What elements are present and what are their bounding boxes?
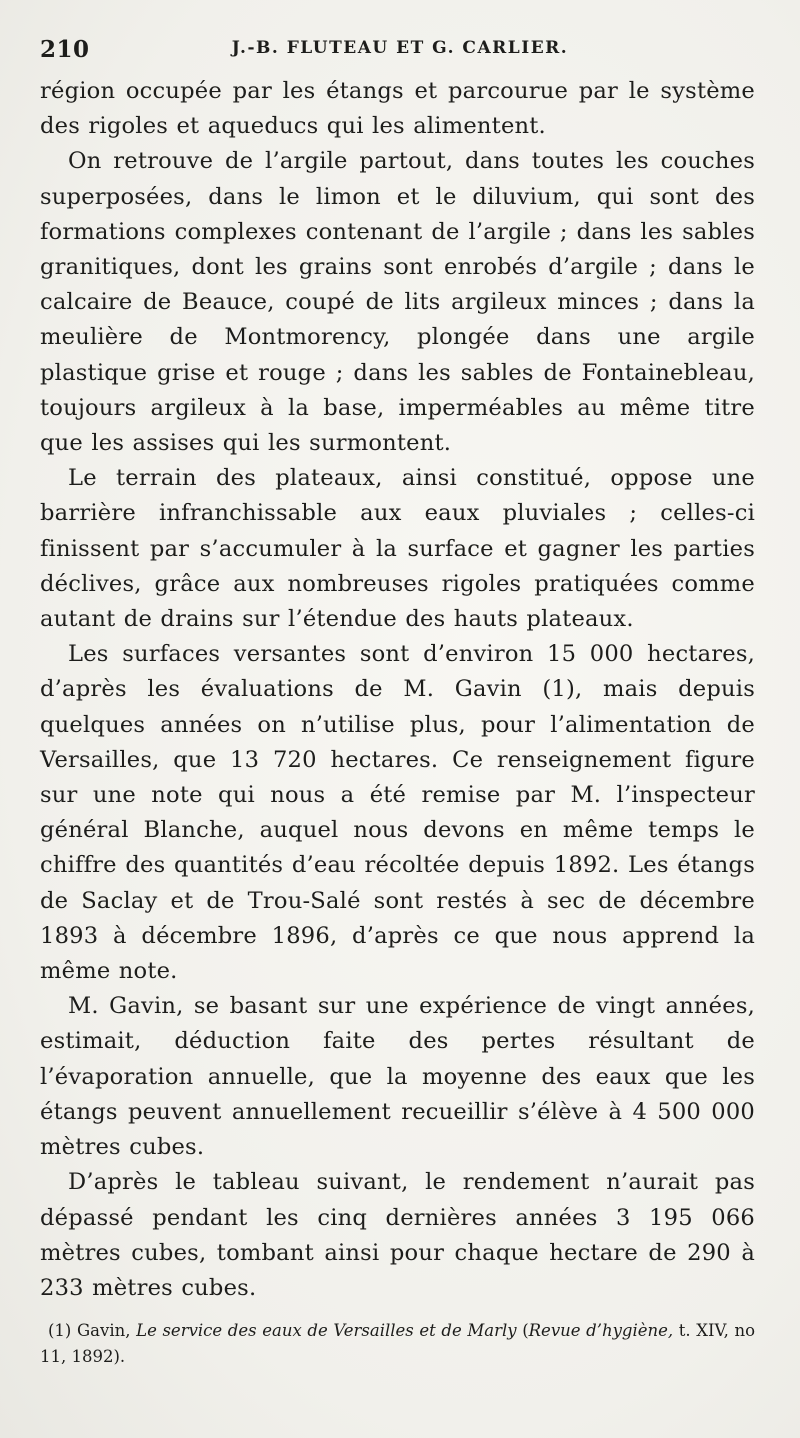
footnote [40,1318,755,1370]
footnote-text [40,1318,755,1370]
paragraph-terrain-plateaux: Le terrain des plateaux, ainsi constitué, oppose une barrière infranchissable aux eaux pluviales ; celles-ci finissent par s’accumuler à la surface et gagner les parties déclives, grâce aux nombreuses rigoles pratiquées comme autant de drains sur l’étendue des hauts plateaux. [40,465,755,633]
paragraph-argile: On retrouve de l’argile partout, dans toutes les couches superposées, dans le limon et le diluvium, qui sont des formations complexes contenant de l’argile ; dans les sables granitiques, dont les grains sont enrobés d’argile ; dans le calcaire de Beauce, coupé de lits argileux minces ; dans la meulière de Montmorency, plongée dans une argile plastique grise et rouge ; dans les sables de Fontainebleau, toujours argileux à la base, imperméables au même titre que les assises qui les surmontent. [40,148,755,457]
running-head: J.-B. FLUTEAU ET G. CARLIER. [231,38,569,58]
paragraph-surfaces-versantes: Les surfaces versantes sont d’environ 15 000 hectares, d’après les évaluations de M. Gavin (1), mais depuis quelques années on n’utilise plus, pour l’alimentation de Versailles, que 13 720 hectares. Ce renseignement figure sur une note qui nous a été remise par M. l’inspecteur général Blanche, auquel nous devons en même temps le chiffre des quantités d’eau récoltée depuis 1892. Les étangs de Saclay et de Trou-Salé sont restés à sec de décembre 1893 à décembre 1896, d’après ce que nous apprend la même note. [40,641,755,985]
footnote-details: t. XIV, no 11, 1892). [40,1321,755,1366]
footnote-author: Gavin, [77,1321,131,1340]
paragraph-gavin-estimate: M. Gavin, se basant sur une expérience de vingt années, estimait, déduction faite des pertes résultant de l’évaporation annuelle, que la moyenne des eaux que les étangs peuvent annuellement recueillir s’élève à 4 500 000 mètres cubes. [40,993,755,1161]
paragraph-continuation: région occupée par les étangs et parcourue par le système des rigoles et aqueducs qui les alimentent. [40,78,755,140]
footnote-marker: (1) [48,1321,72,1340]
paragraph-rendement: D’après le tableau suivant, le rendement n’aurait pas dépassé pendant les cinq dernières années 3 195 066 mètres cubes, tombant ainsi pour chaque hectare de 290 à 233 mètres cubes. [40,1169,755,1301]
footnote-journal: Revue d’hygiène, [528,1321,674,1340]
page-number: 210 [40,36,90,63]
footnote-paren: ( [522,1321,529,1340]
page-header [40,36,760,66]
footnote-title: Le service des eaux de Versailles et de Marly [136,1321,517,1340]
body-text [40,74,755,1306]
